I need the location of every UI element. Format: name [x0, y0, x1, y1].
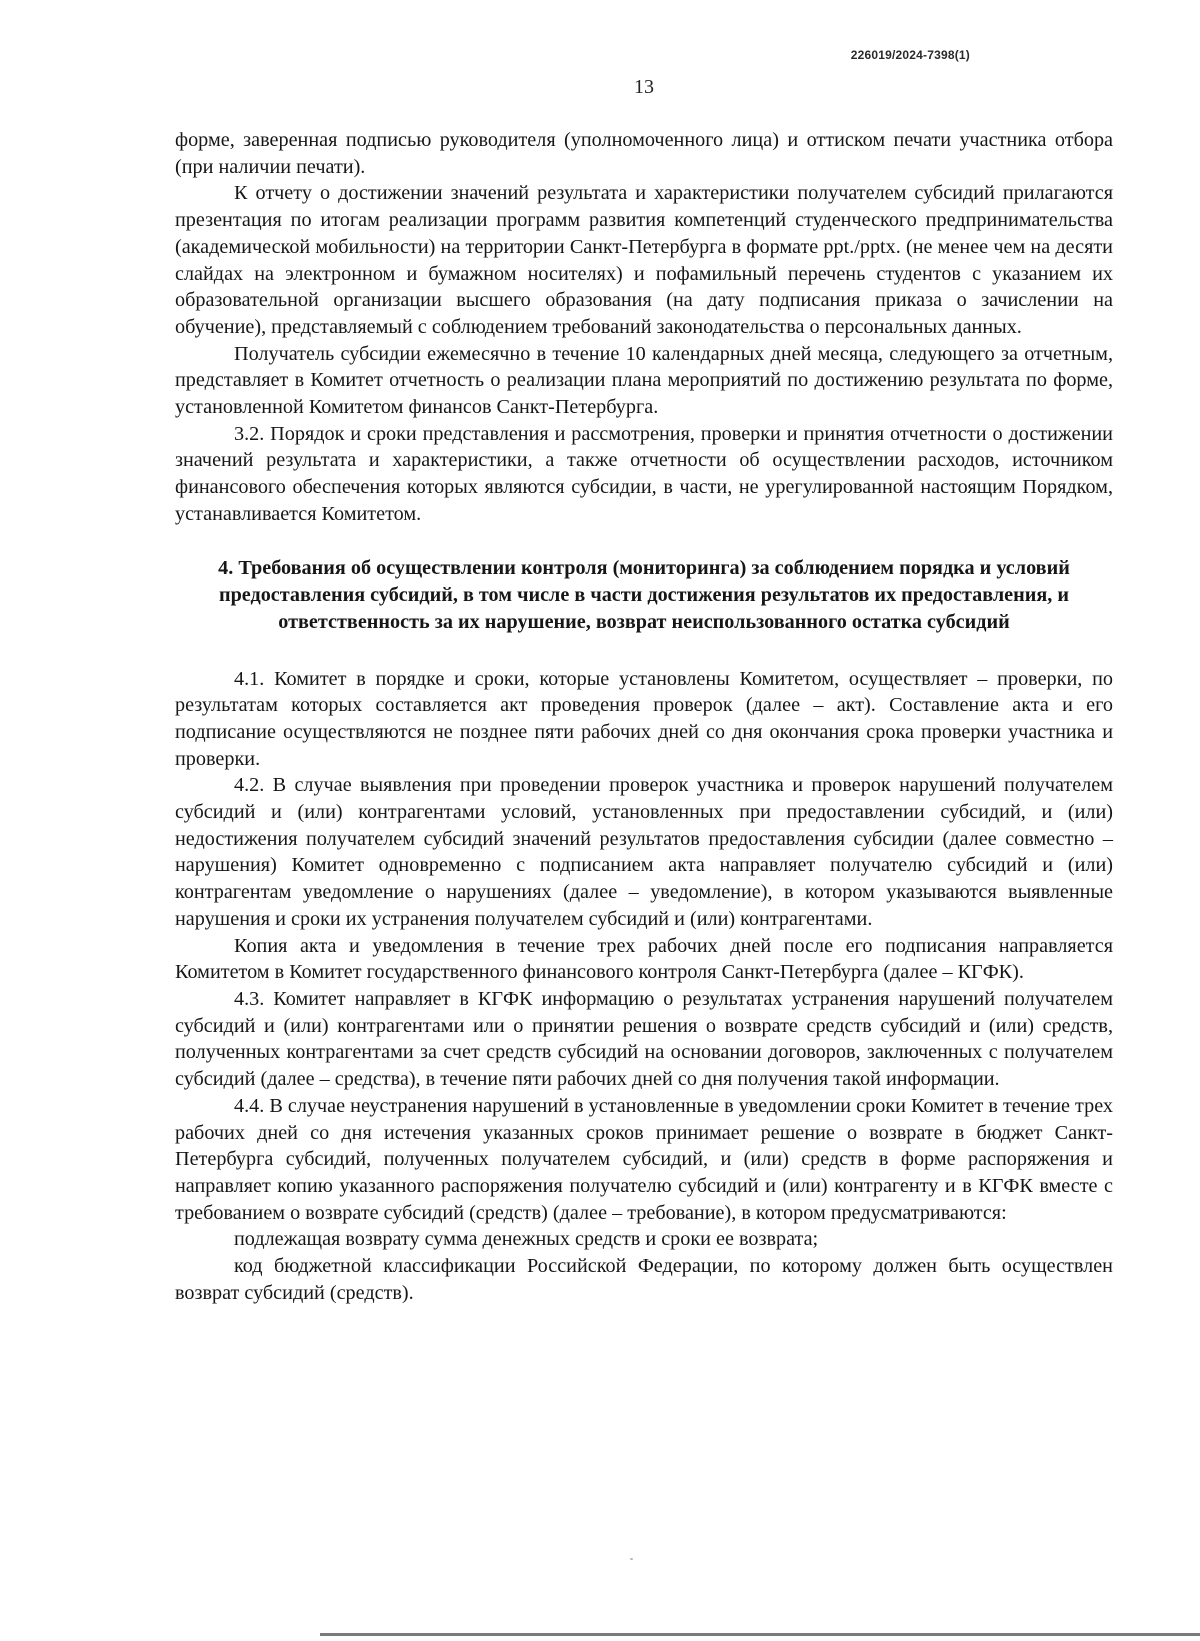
document-body	[175, 127, 1113, 1306]
paragraph-report-attachments: К отчету о достижении значений результата и характеристики получателем субсидий прилагаются презентация по итогам реализации программ развития компетенций студенческого предпринимательства (академической мобильности) на территории Санкт-Петербурга в формате ppt./pptx. (не менее чем на десяти слайдах на электронном и бумажном носителях) и пофамильный перечень студентов с указанием их образовательной организации высшего образования (на дату подписания приказа о зачислении на обучение), представляемый с соблюдением требований законодательства о персональных данных.	[175, 182, 1113, 338]
paragraph-budget-code: код бюджетной классификации Российской Федерации, по которому должен быть осуществлен возврат субсидий (средств).	[175, 1255, 1113, 1304]
paragraph-4-4: 4.4. В случае неустранения нарушений в установленные в уведомлении сроки Комитет в течение трех рабочих дней со дня истечения указанных сроков принимает решение о возврате в бюджет Санкт-Петербурга субсидий, полученных получателем субсидий, и (или) средств в форме распоряжения и направляет копию указанного распоряжения получателю субсидий и (или) контрагенту и в КГФК вместе с требованием о возврате субсидий (средств) (далее – требование), в котором предусматриваются:	[175, 1094, 1113, 1224]
paragraph-continued: форме, заверенная подписью руководителя (уполномоченного лица) и оттиском печати участника отбора (при наличии печати).	[175, 129, 1113, 178]
paragraph-4-2: 4.2. В случае выявления при проведении проверок участника и проверок нарушений получателем субсидий и (или) контрагентами условий, установленных при предоставлении субсидий, и (или) недостижения получателем субсидий значений результатов предоставления субсидии (далее совместно – нарушения) Комитет одновременно с подписанием акта направляет получателю субсидий и (или) контрагентам уведомление о нарушениях (далее – уведомление), в котором указываются выявленные нарушения и сроки их устранения получателем субсидий и (или) контрагентами.	[175, 774, 1113, 930]
paragraph-3-2: 3.2. Порядок и сроки представления и рассмотрения, проверки и принятия отчетности о достижении значений результата и характеристики, а также отчетности об осуществлении расходов, источником финансового обеспечения которых являются субсидии, в части, не урегулированной настоящим Порядком, устанавливается Комитетом.	[175, 422, 1113, 525]
scan-bottom-edge	[320, 1633, 1200, 1636]
paragraph-4-1: 4.1. Комитет в порядке и сроки, которые установлены Комитетом, осуществляет – проверки, по результатам которых составляется акт проведения проверок (далее – акт). Составление акта и его подписание осуществляются не позднее пяти рабочих дней со дня окончания срока проверки участника и проверки.	[175, 667, 1113, 770]
document-registration-number: 226019/2024-7398(1)	[850, 48, 970, 62]
paragraph-refund-amount: подлежащая возврату сумма денежных средств и сроки ее возврата;	[234, 1228, 819, 1251]
section-heading-4: 4. Требования об осуществлении контроля (мониторинга) за соблюдением порядка и условий предоставления субсидий, в том числе в части достижения результатов их предоставления, и ответственность за их нарушение, возврат неиспользованного остатка субсидий	[218, 556, 1070, 633]
page-number: 13	[634, 76, 654, 98]
paragraph-4-3: 4.3. Комитет направляет в КГФК информацию о результатах устранения нарушений получателем субсидий и (или) контрагентами или о принятии решения о возврате средств субсидий и (или) средств, полученных контрагентами за счет средств субсидий на основании договоров, заключенных с получателем субсидий (далее – средства), в течение пяти рабочих дней со дня получения такой информации.	[175, 987, 1113, 1091]
paragraph-copy-of-act: Копия акта и уведомления в течение трех рабочих дней после его подписания направляется Комитетом в Комитет государственного финансового контроля Санкт-Петербурга (далее – КГФК).	[175, 934, 1113, 984]
paragraph-monthly-reporting: Получатель субсидии ежемесячно в течение 10 календарных дней месяца, следующего за отчетным, представляет в Комитет отчетность о реализации плана мероприятий по достижению результата по форме, установленной Комитетом финансов Санкт-Петербурга.	[175, 342, 1113, 419]
scan-speck	[630, 1558, 633, 1560]
